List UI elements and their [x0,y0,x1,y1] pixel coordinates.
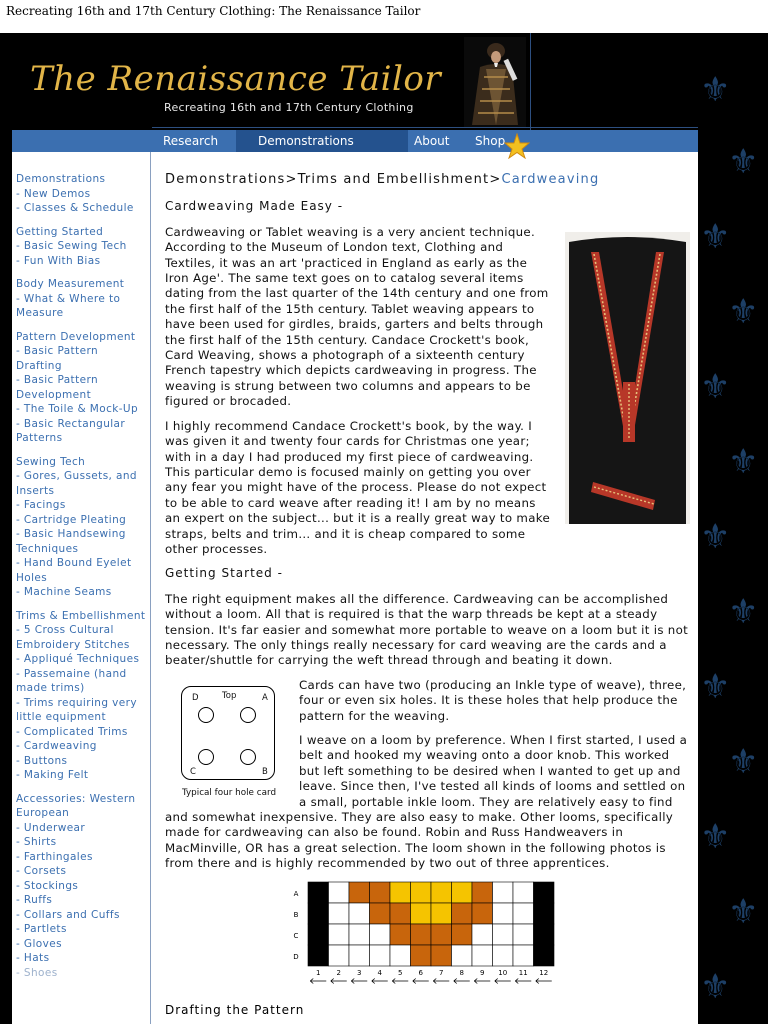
sidebar-section-title[interactable]: Trims & Embellishment [16,609,146,622]
sidebar-link[interactable]: - The Toile & Mock-Up [16,403,139,415]
sidebar-link[interactable]: - Making Felt [16,769,89,781]
draft-cell [452,903,473,924]
sidebar-section-accessories [16,792,146,981]
draft-column-label: 4 [377,969,382,977]
sidebar-section-title[interactable]: Getting Started [16,225,104,238]
breadcrumb-current[interactable]: Cardweaving [501,172,600,187]
draft-cell [370,945,391,966]
sidebar-link[interactable]: - Hand Bound Eyelet Holes [16,557,132,584]
draft-arrow-icon [474,979,490,984]
fleur-de-lis-icon: ⚜ [728,292,759,332]
draft-cell [411,882,432,903]
draft-arrow-icon [413,979,429,984]
sidebar-divider [150,152,151,1024]
draft-cell [329,882,350,903]
card-hole [240,749,256,765]
draft-column-label: 3 [357,969,362,977]
draft-cell [472,903,493,924]
sidebar-section-pattern-development [16,330,146,446]
draft-arrow-icon [495,979,511,984]
draft-cell [452,924,473,945]
draft-cell [370,903,391,924]
draft-arrow-icon [454,979,470,984]
draft-cell [431,882,452,903]
draft-cell [452,945,473,966]
sidebar-link[interactable]: - Basic Handsewing Techniques [16,528,126,555]
draft-column-label: 10 [498,969,508,977]
fleur-de-lis-icon: ⚜ [700,217,731,257]
draft-cell [411,903,432,924]
draft-row-label: D [293,953,299,961]
card-label-b: B [262,766,268,777]
getting-started-heading: Getting Started - [165,566,283,581]
recommendation-paragraph: I highly recommend Candace Crockett's book, by the way. I was given it and twenty four cards for Christmas one year; with in a day I had produced my first piece of cardweaving. This particular demo is focused mainly on getting you over any fear you might have of the process. Please do not expect to be able to card weave after reading it! I am by no means an expert on the subject... but it is a really great way to make straps, belts and trim... and it is cheap compared to some other processes. [165,418,551,556]
draft-cell [472,924,493,945]
fleur-de-lis-icon: ⚜ [728,592,759,632]
draft-cell [390,903,411,924]
equipment-paragraph: The right equipment makes all the difference. Cardweaving can be accomplished without a loom. All that is required is that the warp threads be kept at a steady tension. It's far easier and somewhat more portable to weave on a loom but it is not necessary. The only things really necessary for card weaving are the cards and a beater/shuttle for carrying the weft thread through and beating it down. [165,591,689,668]
sidebar-section-title[interactable]: Accessories: Western European [16,792,136,819]
draft-cell [329,903,350,924]
loom-paragraph: I weave on a loom by preference. When I first started, I used a belt and hooked my weaving onto a door knob. This worked but left something to be desired when I wanted to get up and leave. Since then, I've tested all kinds of looms and settled on a small, portable inkle loom. They are relatively easy to find and somewhat inexpensive. They are also easy to make. Other looms, specifically made for cardweaving can also be found. Robin and Russ Handweavers in MacMinville, OR has a great selection. The loom shown in the following photos is from there and is highly recommended by two out of three apprentices. [165,733,688,871]
draft-arrow-icon [331,979,347,984]
sidebar-link[interactable]: - Passemaine (hand made trims) [16,667,127,694]
fleur-de-lis-icon: ⚜ [700,967,731,1007]
draft-column-label: 2 [336,969,341,977]
draft-cell [431,924,452,945]
fleur-de-lis-icon: ⚜ [700,70,731,110]
breadcrumb-trims[interactable]: Trims and Embellishment> [297,172,502,187]
card-hole [240,707,256,723]
nav-demonstrations[interactable]: Demonstrations [258,134,354,148]
draft-column-label: 9 [480,969,485,977]
card-diagram [173,686,285,801]
sidebar-link[interactable]: - Cartridge Pleating [16,513,127,526]
draft-cell [513,903,534,924]
draft-cell [411,924,432,945]
star-icon [504,133,530,159]
draft-cell [329,945,350,966]
draft-row-label: A [293,890,299,898]
card-label-a: A [262,692,268,703]
site-header [12,33,698,130]
fleur-de-lis-icon: ⚜ [728,442,759,482]
fleur-de-lis-pattern-panel [698,33,768,1024]
draft-cell [472,882,493,903]
draft-column-label: 11 [518,969,528,977]
fleur-de-lis-icon: ⚜ [700,367,731,407]
fleur-de-lis-icon: ⚜ [700,667,731,707]
draft-cell [452,882,473,903]
sidebar-link[interactable]: - Stockings [16,879,79,892]
card-weaving-draft-chart [290,880,570,986]
breadcrumb [165,172,690,187]
card-caption: Typical four hole card [181,787,277,798]
sidebar-link[interactable]: - Machine Seams [16,586,112,598]
card-label-c: C [190,766,196,777]
sidebar-link[interactable]: - Underwear [16,821,86,834]
draft-arrow-icon [310,979,326,984]
sidebar-section-sewing-tech [16,455,146,600]
sidebar-link[interactable]: - Collars and Cuffs [16,908,120,921]
draft-arrow-icon [536,979,552,984]
sidebar-link[interactable]: - Fun With Bias [16,254,101,267]
draft-cell [534,945,555,966]
draft-column-label: 6 [418,969,423,977]
sidebar-link[interactable]: - Basic Pattern Development [16,374,99,401]
draft-cell [513,882,534,903]
header-divider [530,33,531,130]
fleur-de-lis-icon: ⚜ [700,817,731,857]
draft-cell [308,903,329,924]
left-border [0,33,12,1024]
cards-paragraph: Cards can have two (producing an Inkle type of weave), three, four or even six holes. It is these holes that help produce the pattern for the weaving. [299,677,687,723]
draft-cell [493,882,514,903]
draft-arrow-icon [433,979,449,984]
draft-cell [349,903,370,924]
draft-cell [308,882,329,903]
draft-cell [534,924,555,945]
nav-about[interactable]: About [414,134,450,148]
draft-cell [349,945,370,966]
draft-cell [493,903,514,924]
sidebar-section-demonstrations [16,172,146,216]
document-title: Recreating 16th and 17th Century Clothing: The Renaissance Tailor [6,4,421,18]
intro-paragraph: Cardweaving or Tablet weaving is a very ancient technique. According to the Museum of London text, Clothing and Textiles, it was an art 'practiced in England as early as the Iron Age'. The same text goes on to catalog several items dating from the last quarter of the 14th century and one from the first half of the 15th century. Tablet weaving appears to have been used for girdles, braids, garters and belts through the first half of the 15th century. Candace Crockett's book, Card Weaving, shows a photograph of a sixteenth century French tapestry which depicts cardweaving in progress. The weaving is strung between two columns and appears to be figured or brocaded. [165,224,549,409]
draft-cell [493,945,514,966]
four-hole-card-shape [181,686,275,780]
sidebar-link[interactable]: - Basic Pattern Drafting [16,345,99,372]
sidebar-link[interactable]: - New Demos [16,187,91,200]
tudor-trim-photo [565,232,690,524]
draft-cell [370,882,391,903]
draft-row-label: C [293,932,299,940]
draft-cell [349,924,370,945]
draft-cell [329,924,350,945]
draft-row-label: B [293,911,299,919]
draft-cell [472,945,493,966]
sidebar-section-title[interactable]: Demonstrations [16,173,106,185]
nav-demonstrations-active[interactable] [236,130,408,152]
sidebar-link[interactable]: - Cardweaving [16,740,97,752]
sidebar-link[interactable]: - Classes & Schedule [16,202,134,214]
sidebar-link[interactable]: - Hats [16,952,50,964]
draft-cell [370,924,391,945]
draft-cell [513,945,534,966]
sidebar-link[interactable]: - Facings [16,499,66,511]
draft-cell [534,903,555,924]
nav-research[interactable]: Research [163,134,219,148]
draft-cell [390,924,411,945]
tailor-portrait-image [464,37,526,127]
site-tagline: Recreating 16th and 17th Century Clothing [164,101,414,114]
card-hole [198,749,214,765]
draft-cell [534,882,555,903]
drafting-heading: Drafting the Pattern [165,1003,305,1017]
draft-cell [411,945,432,966]
draft-cell [390,945,411,966]
card-hole [198,707,214,723]
draft-cell [513,924,534,945]
sidebar-link[interactable]: - Shoes [16,966,58,979]
fleur-de-lis-icon: ⚜ [700,517,731,557]
sidebar-link[interactable]: - Basic Rectangular Patterns [16,417,126,444]
draft-arrow-icon [351,979,367,984]
sidebar-link[interactable]: - Gores, Gussets, and Inserts [16,470,137,497]
sidebar-link[interactable]: - Shirts [16,836,57,848]
draft-cell [431,945,452,966]
sidebar-nav [16,172,146,980]
fleur-de-lis-icon: ⚜ [728,742,759,782]
draft-cell [390,882,411,903]
sidebar-link[interactable]: - Buttons [16,754,68,767]
sidebar-section-title[interactable]: Pattern Development [16,330,136,343]
sidebar-section-getting-started [16,225,146,269]
sidebar-link[interactable]: - Trims requiring very little equipment [16,696,137,723]
sidebar-link[interactable]: - Complicated Trims [16,725,128,738]
draft-cell [493,924,514,945]
sidebar-link[interactable]: - Partlets [16,923,67,935]
card-label-top: Top [222,690,237,701]
sidebar-link[interactable]: - Appliqué Techniques [16,653,140,665]
draft-column-label: 5 [398,969,403,977]
breadcrumb-demonstrations[interactable]: Demonstrations> [165,172,298,187]
sidebar-link[interactable]: - What & Where to Measure [16,292,121,319]
draft-column-label: 12 [539,969,549,977]
sidebar-link[interactable]: - Basic Sewing Tech [16,240,127,252]
sidebar-link[interactable]: - Corsets [16,865,67,877]
sidebar-section-body-measurement [16,277,146,321]
draft-cell [308,924,329,945]
sidebar-section-title[interactable]: Body Measurement [16,278,125,290]
sidebar-link[interactable]: - Ruffs [16,894,53,906]
sidebar-link[interactable]: - Gloves [16,937,62,950]
fleur-de-lis-icon: ⚜ [728,142,759,182]
nav-shop[interactable]: Shop [475,134,506,148]
section-subtitle: Cardweaving Made Easy - [165,199,344,214]
site-logo[interactable]: The Renaissance Tailor [30,59,442,99]
draft-cell [349,882,370,903]
card-label-d: D [192,692,199,703]
sidebar-section-title[interactable]: Sewing Tech [16,455,86,468]
fleur-de-lis-icon: ⚜ [728,892,759,932]
draft-column-label: 1 [316,969,321,977]
draft-column-label: 8 [459,969,464,977]
draft-column-label: 7 [439,969,444,977]
draft-arrow-icon [372,979,388,984]
sidebar-link[interactable]: - Farthingales [16,850,93,863]
draft-cell [308,945,329,966]
sidebar-section-trims [16,609,146,783]
sidebar-link[interactable]: - 5 Cross Cultural Embroidery Stitches [16,624,130,651]
draft-cell [431,903,452,924]
draft-arrow-icon [392,979,408,984]
header-divider [152,127,698,128]
draft-arrow-icon [515,979,531,984]
